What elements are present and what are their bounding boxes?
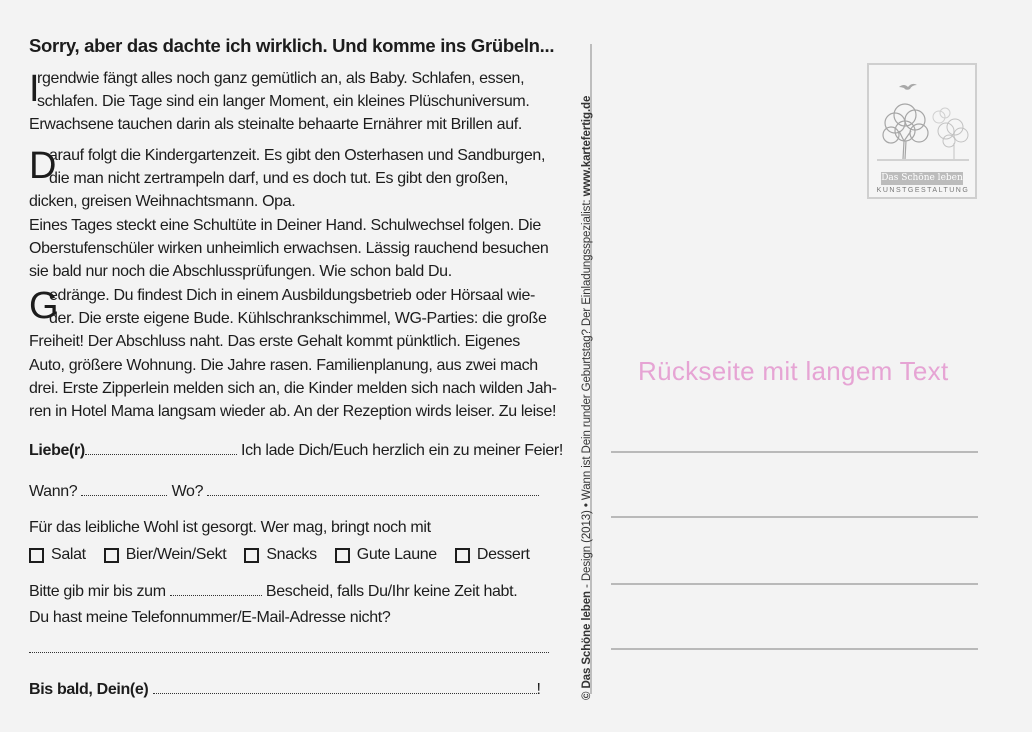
closing-label: Bis bald, Dein(e) <box>29 681 149 698</box>
paragraph-line: ren in Hotel Mama langsam wieder ab. An der Rezeption wirds leiser. Zu leise! <box>29 403 557 421</box>
bring-options <box>29 544 554 566</box>
checkbox[interactable] <box>455 548 470 563</box>
tree-logo-icon <box>869 65 975 171</box>
paragraph-line: rgendwie fängt alles noch ganz gemütlich an, als Baby. Schlafen, essen, <box>37 70 525 87</box>
address-line-2[interactable] <box>611 516 978 518</box>
paragraph-line: Erwachsene tauchen darin als steinalte behaarte Ernährer mit Brillen auf. <box>29 116 522 134</box>
option-label: Dessert <box>476 546 530 563</box>
option-dessert[interactable] <box>455 544 530 566</box>
food-row: Für das leibliche Wohl ist gesorgt. Wer mag, bringt noch mit <box>29 519 431 536</box>
checkbox[interactable] <box>104 548 119 563</box>
option-snacks[interactable] <box>244 544 316 566</box>
option-label: Gute Laune <box>356 546 437 563</box>
rsvp-row <box>29 581 554 603</box>
rsvp-text: Bescheid, falls Du/Ihr keine Zeit habt. <box>265 583 518 600</box>
option-gute-laune[interactable] <box>335 544 437 566</box>
stamp-brand: Das Schöne leben <box>881 173 963 183</box>
paragraph-line: Auto, größere Wohnung. Die Jahre rasen. Familienplanung, aus zwei mach <box>29 356 538 374</box>
option-label: Salat <box>51 546 86 563</box>
rsvp-label: Bitte gib mir bis zum <box>29 583 166 600</box>
paragraph-line: Eines Tages steckt eine Schultüte in Deiner Hand. Schulwechsel folgen. Die <box>29 216 541 234</box>
contact-blank[interactable] <box>29 652 549 653</box>
paragraph-2 <box>29 144 554 283</box>
paragraph-line: arauf folgt die Kindergartenzeit. Es gibt den Osterhasen und Sandburgen, <box>49 147 546 164</box>
signature-blank[interactable] <box>153 681 537 694</box>
paragraph-1 <box>29 67 554 137</box>
dropcap-1: I <box>29 68 40 110</box>
credit-site[interactable]: www.kartefertig.de <box>581 95 593 197</box>
checkbox[interactable] <box>29 548 44 563</box>
where-blank[interactable] <box>207 483 539 496</box>
greeting-row <box>29 440 564 462</box>
paragraph-line: schlafen. Die Tage sind ein langer Moment, ein kleines Plüschuniversum. <box>37 93 530 111</box>
back-title: Rückseite mit langem Text <box>638 356 949 386</box>
option-label: Snacks <box>266 546 317 563</box>
closing-row <box>29 679 554 701</box>
when-where-row <box>29 481 554 503</box>
address-line-4[interactable] <box>611 648 978 650</box>
dropcap-2: D <box>29 145 57 187</box>
greeting-label: Liebe(r) <box>29 442 85 459</box>
credit-brand: © Das Schöne leben <box>581 591 593 700</box>
where-label: Wo? <box>171 483 204 500</box>
paragraph-line: dicken, greisen Weihnachtsmann. Opa. <box>29 193 296 211</box>
name-blank[interactable] <box>85 442 237 455</box>
checkbox[interactable] <box>335 548 350 563</box>
option-salat[interactable] <box>29 544 86 566</box>
option-label: Bier/Wein/Sekt <box>125 546 227 563</box>
dropcap-3: G <box>29 285 59 327</box>
closing-end: ! <box>536 681 541 698</box>
when-label: Wann? <box>29 483 78 500</box>
card-title: Sorry, aber das dachte ich wirklich. Und komme ins Grübeln... <box>29 35 555 56</box>
stamp <box>867 63 977 199</box>
address-line-1[interactable] <box>611 451 978 453</box>
paragraph-line: Oberstufenschüler wirken unheimlich erwachsen. Lässig rauchend besuchen <box>29 239 549 257</box>
paragraph-line: der. Die erste eigene Bude. Kühlschrankschimmel, WG-Parties: die große <box>49 310 547 328</box>
paragraph-line: Freiheit! Der Abschluss naht. Das erste Gehalt kommt pünktlich. Eigenes <box>29 333 520 351</box>
when-blank[interactable] <box>81 483 167 496</box>
paragraph-line: drei. Erste Zipperlein melden sich an, die Kinder melden sich nach wilden Jah- <box>29 379 557 397</box>
address-line-3[interactable] <box>611 583 978 585</box>
invite-sentence: Ich lade Dich/Euch herzlich ein zu meiner Feier! <box>240 442 564 459</box>
credit-text: - Design (2013) • Wann ist Dein runder Geburtstag? Der Einladungsspezialist: <box>581 196 593 592</box>
rsvp-date-blank[interactable] <box>170 583 262 596</box>
credit-line <box>581 96 593 700</box>
option-drinks[interactable] <box>104 544 227 566</box>
paragraph-3 <box>29 284 557 423</box>
checkbox[interactable] <box>244 548 259 563</box>
stamp-subtitle: KUNSTGESTALTUNG <box>876 187 970 194</box>
paragraph-line: die man nicht zertrampeln darf, und es doch tut. Es gibt den großen, <box>49 170 509 188</box>
paragraph-line: sie bald nur noch die Abschlussprüfungen. Wie schon bald Du. <box>29 263 452 281</box>
paragraph-line: edränge. Du findest Dich in einem Ausbildungsbetrieb oder Hörsaal wie- <box>49 287 536 304</box>
phone-row: Du hast meine Telefonnummer/E-Mail-Adresse nicht? <box>29 609 391 626</box>
